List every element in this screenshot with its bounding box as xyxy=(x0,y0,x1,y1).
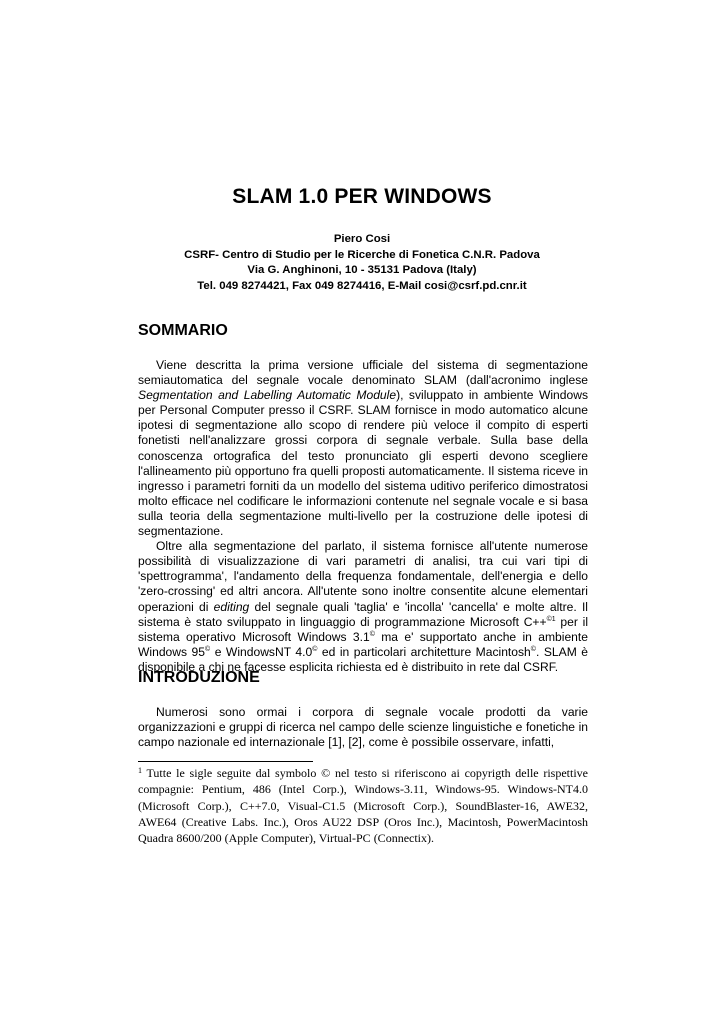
copyright-mark: © xyxy=(205,645,211,653)
section-heading-sommario: SOMMARIO xyxy=(138,322,228,339)
footnote-mark: 1 xyxy=(138,766,142,775)
sommario-body xyxy=(138,358,588,675)
introduzione-body xyxy=(138,705,588,750)
sommario-paragraph-2: Oltre alla segmentazione del parlato, il sistema fornisce all'utente numerose possibilità di visualizzazione di vari parametri di analisi, tra cui vari tipi di 'spettrogramma', l'andamento della frequenza fondamentale, dell'energia e dello 'zero-crossing' ed altri ancora. All'utente sono inoltre consentite alcune elementari operazioni di editing del segnale quali 'taglia' e 'incolla' 'cancella' e molte altre. Il sistema è stato sviluppato in linguaggio di programmazione Microsoft C++$^{©1}$ per il sistema operativo Microsoft Windows 3.1© ma e' supportato anche in ambiente Windows 95© e WindowsNT 4.0© ed in particolari architetture Macintosh©. SLAM è disponibile a chi ne facesse esplicita richiesta ed è distribuito in rete dal CSRF. xyxy=(138,539,589,674)
sommario-paragraph-1: Viene descritta la prima versione ufficiale del sistema di segmentazione semiautomatica del segnale vocale denominato SLAM (dall'acronimo inglese Segmentation and Labelling Automatic Module), sviluppato in ambiente Windows per Personal Computer presso il CSRF. SLAM fornisce in modo automatico alcune ipotesi di segmentazione allo scopo di rendere più veloce il compito di esperti fonetisti nell'analizzare grossi corpora di segnale verbale. Sulla base della conoscenza ortografica del testo pronunciato gli esperti devono scegliere l'allineamento più opportuno fra quelli proposti automaticamente. Il sistema riceve in ingresso i parametri forniti da un modello del sistema uditivo periferico dimostratosi molto efficace nel codificare le informazioni contenute nel segnale vocale e si basa sulla teoria della segmentazione multi-livello per la costruzione delle ipotesi di segmentazione. xyxy=(138,358,589,539)
footnote-text: Tutte le sigle seguite dal symbolo © nel testo si riferiscono ai copyrigth delle rispettive compagnie: Pentium, 486 (Intel Corp.), Windows-3.11, Windows-95. Windows-NT4.0 (Microsoft Corp.), C++7.0, Visual-C1.5 (Microsoft Corp.), SoundBlaster-16, AWE32, AWE64 (Creative Labs. Inc.), Oros AU22 DSP (Oros Inc.), Macintosh, PowerMacintosh Quadra 8600/200 (Apple Computer), Virtual-PC (Connectix). xyxy=(138,766,588,846)
author-affiliation: CSRF- Centro di Studio per le Ricerche di Fonetica C.N.R. Padova xyxy=(184,248,540,261)
paper-title: SLAM 1.0 PER WINDOWS xyxy=(232,185,492,208)
introduzione-paragraph-1: Numerosi sono ormai i corpora di segnale vocale prodotti da varie organizzazioni e gruppi di ricerca nel campo delle scienze linguistiche e fonetiche in campo nazionale ed internazionale [1], [2], come è possibile osservare, infatti, xyxy=(138,705,588,750)
author-contact: Tel. 049 8274421, Fax 049 8274416, E-Mail cosi@csrf.pd.cnr.it xyxy=(197,279,527,292)
author-name: Piero Cosi xyxy=(333,233,391,245)
footnote xyxy=(138,765,588,846)
copyright-mark: © xyxy=(369,630,375,638)
author-block xyxy=(0,232,724,294)
footnote-divider xyxy=(138,761,313,762)
section-heading-introduzione: INTRODUZIONE xyxy=(138,669,260,686)
copyright-footnote-mark: ©1 xyxy=(546,615,556,623)
copyright-mark: © xyxy=(312,645,318,653)
copyright-mark: © xyxy=(530,645,536,653)
author-address: Via G. Anghinoni, 10 - 35131 Padova (Italy) xyxy=(247,264,477,277)
